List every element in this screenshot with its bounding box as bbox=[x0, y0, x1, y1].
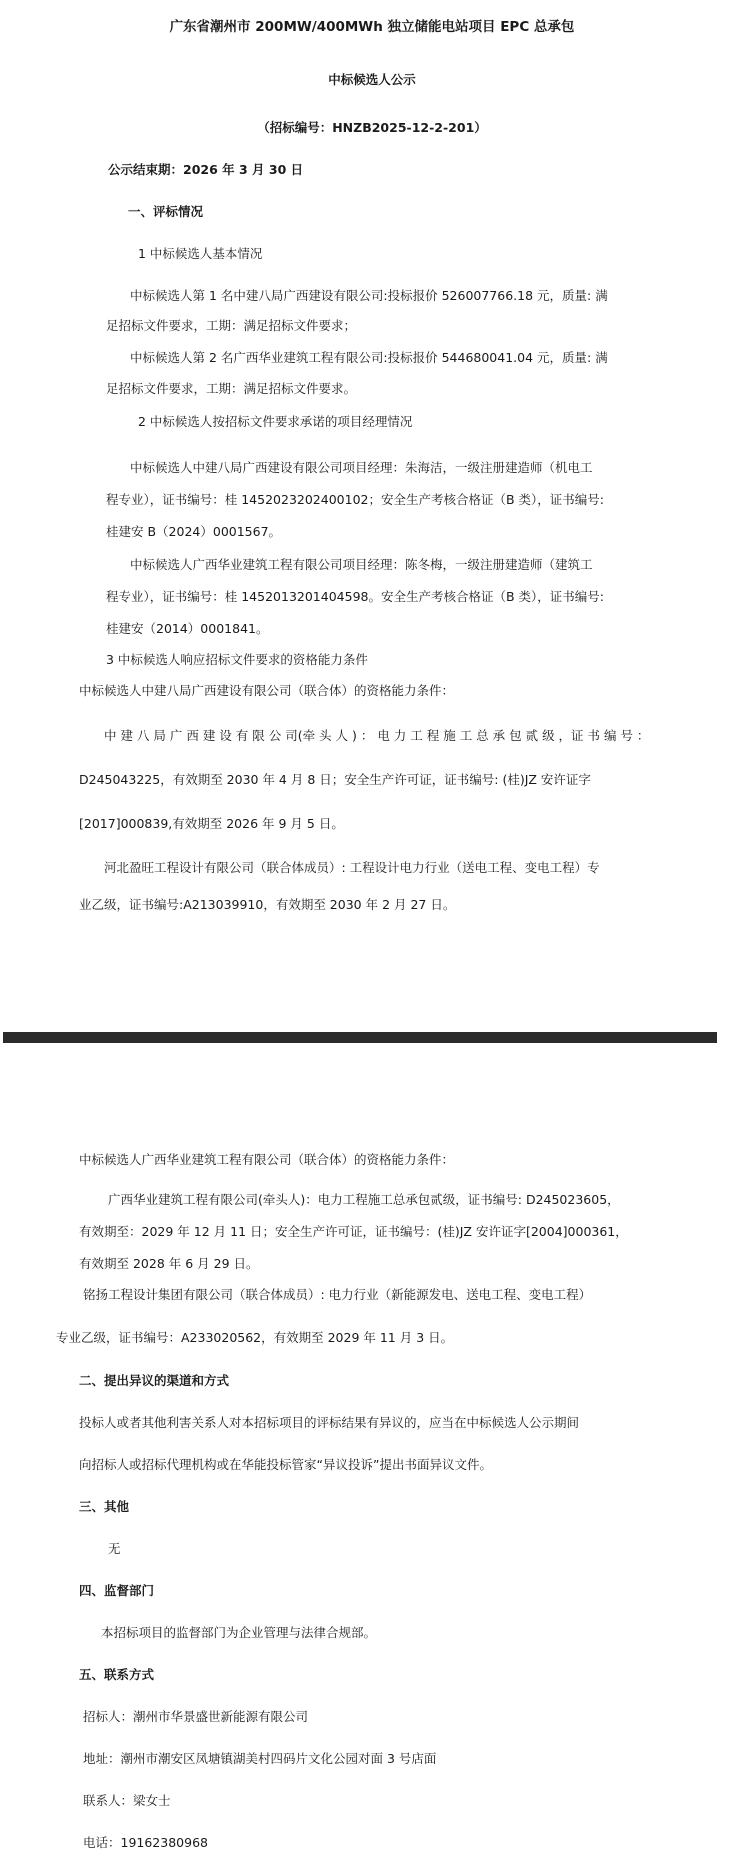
qualification-1a-line1: 中 建 八 局 广 西 建 设 有 限 公 司(牵 头 人 ) ： 电 力 工 程 施 工 总 承 包 贰 级 ，证 书 编 号 ： bbox=[104, 728, 650, 743]
section1-heading: 一、评标情况 bbox=[128, 204, 204, 219]
candidate-2-line2: 足招标文件要求，工期：满足招标文件要求。 bbox=[106, 381, 357, 396]
document-subtitle: 中标候选人公示 bbox=[328, 72, 416, 87]
qualification-2a-line3: 有效期至 2028 年 6 月 29 日。 bbox=[79, 1256, 259, 1271]
pm-2-line2: 程专业），证书编号：桂 1452013201404598。安全生产考核合格证（B 类），证书编号: bbox=[106, 589, 604, 604]
section3-text: 无 bbox=[108, 1541, 121, 1556]
qualification-1a-line2: D245043225，有效期至 2030 年 4 月 8 日；安全生产许可证，证书编号: (桂)JZ 安许证字 bbox=[79, 772, 591, 787]
subsection-2-title: 2 中标候选人按招标文件要求承诺的项目经理情况 bbox=[138, 414, 413, 429]
bid-number: （招标编号：HNZB2025-12-2-201） bbox=[257, 120, 487, 135]
contact-address: 地址：潮州市潮安区凤塘镇湖美村四码片文化公园对面 3 号店面 bbox=[83, 1751, 437, 1766]
qualification-2-heading: 中标候选人广西华业建筑工程有限公司（联合体）的资格能力条件： bbox=[79, 1152, 455, 1167]
section5-heading: 五、联系方式 bbox=[79, 1667, 155, 1682]
qualification-1-heading: 中标候选人中建八局广西建设有限公司（联合体）的资格能力条件： bbox=[79, 683, 455, 698]
objection-line2: 向招标人或招标代理机构或在华能投标管家“异议投诉”提出书面异议文件。 bbox=[79, 1457, 492, 1472]
qualification-2b-line2: 专业乙级，证书编号：A233020562，有效期至 2029 年 11 月 3 日。 bbox=[56, 1330, 454, 1345]
qualification-1b-line2: 业乙级，证书编号:A213039910，有效期至 2030 年 2 月 27 日。 bbox=[79, 897, 456, 912]
section3-heading: 三、其他 bbox=[79, 1499, 130, 1514]
contact-tenderer: 招标人：潮州市华景盛世新能源有限公司 bbox=[83, 1709, 309, 1724]
subsection-3-title: 3 中标候选人响应招标文件要求的资格能力条件 bbox=[106, 652, 368, 667]
contact-phone: 电话：19162380968 bbox=[83, 1835, 208, 1850]
qualification-2a-line2: 有效期至：2029 年 12 月 11 日；安全生产许可证，证书编号：(桂)JZ 安许证字[2004]000361， bbox=[79, 1224, 628, 1239]
section2-heading: 二、提出异议的渠道和方式 bbox=[79, 1373, 230, 1388]
pm-1-line2: 程专业），证书编号：桂 1452023202400102；安全生产考核合格证（B 类），证书编号: bbox=[106, 492, 604, 507]
candidate-2-line1: 中标候选人第 2 名广西华业建筑工程有限公司:投标报价 544680041.04 元，质量: 满 bbox=[130, 350, 608, 365]
subsection-1-title: 1 中标候选人基本情况 bbox=[138, 246, 263, 261]
qualification-1a-line3: [2017]000839,有效期至 2026 年 9 月 5 日。 bbox=[79, 816, 344, 831]
page-break-divider bbox=[3, 1032, 717, 1043]
candidate-1-line2: 足招标文件要求，工期：满足招标文件要求； bbox=[106, 318, 357, 333]
candidate-1-line1: 中标候选人第 1 名中建八局广西建设有限公司:投标报价 526007766.18 元，质量: 满 bbox=[130, 288, 608, 303]
objection-line1: 投标人或者其他利害关系人对本招标项目的评标结果有异议的，应当在中标候选人公示期间 bbox=[79, 1415, 580, 1430]
section4-text: 本招标项目的监督部门为企业管理与法律合规部。 bbox=[101, 1625, 377, 1640]
pm-1-line3: 桂建安 B（2024）0001567。 bbox=[106, 524, 282, 539]
qualification-2b-line1: 铭扬工程设计集团有限公司（联合体成员）: 电力行业（新能源发电、送电工程、变电工程） bbox=[83, 1287, 592, 1302]
pm-1-line1: 中标候选人中建八局广西建设有限公司项目经理：朱海洁，一级注册建造师（机电工 bbox=[130, 460, 593, 475]
document-title: 广东省潮州市 200MW/400MWh 独立储能电站项目 EPC 总承包 bbox=[169, 19, 575, 35]
publicity-end-date: 公示结束期：2026 年 3 月 30 日 bbox=[108, 162, 304, 177]
qualification-2a-line1: 广西华业建筑工程有限公司(牵头人)：电力工程施工总承包贰级，证书编号: D245023605， bbox=[108, 1192, 620, 1207]
pm-2-line3: 桂建安（2014）0001841。 bbox=[106, 621, 269, 636]
pm-2-line1: 中标候选人广西华业建筑工程有限公司项目经理：陈冬梅，一级注册建造师（建筑工 bbox=[130, 557, 593, 572]
section4-heading: 四、监督部门 bbox=[79, 1583, 155, 1598]
qualification-1b-line1: 河北盈旺工程设计有限公司（联合体成员）: 工程设计电力行业（送电工程、变电工程）专 bbox=[104, 860, 600, 875]
contact-person: 联系人：梁女士 bbox=[83, 1793, 171, 1808]
